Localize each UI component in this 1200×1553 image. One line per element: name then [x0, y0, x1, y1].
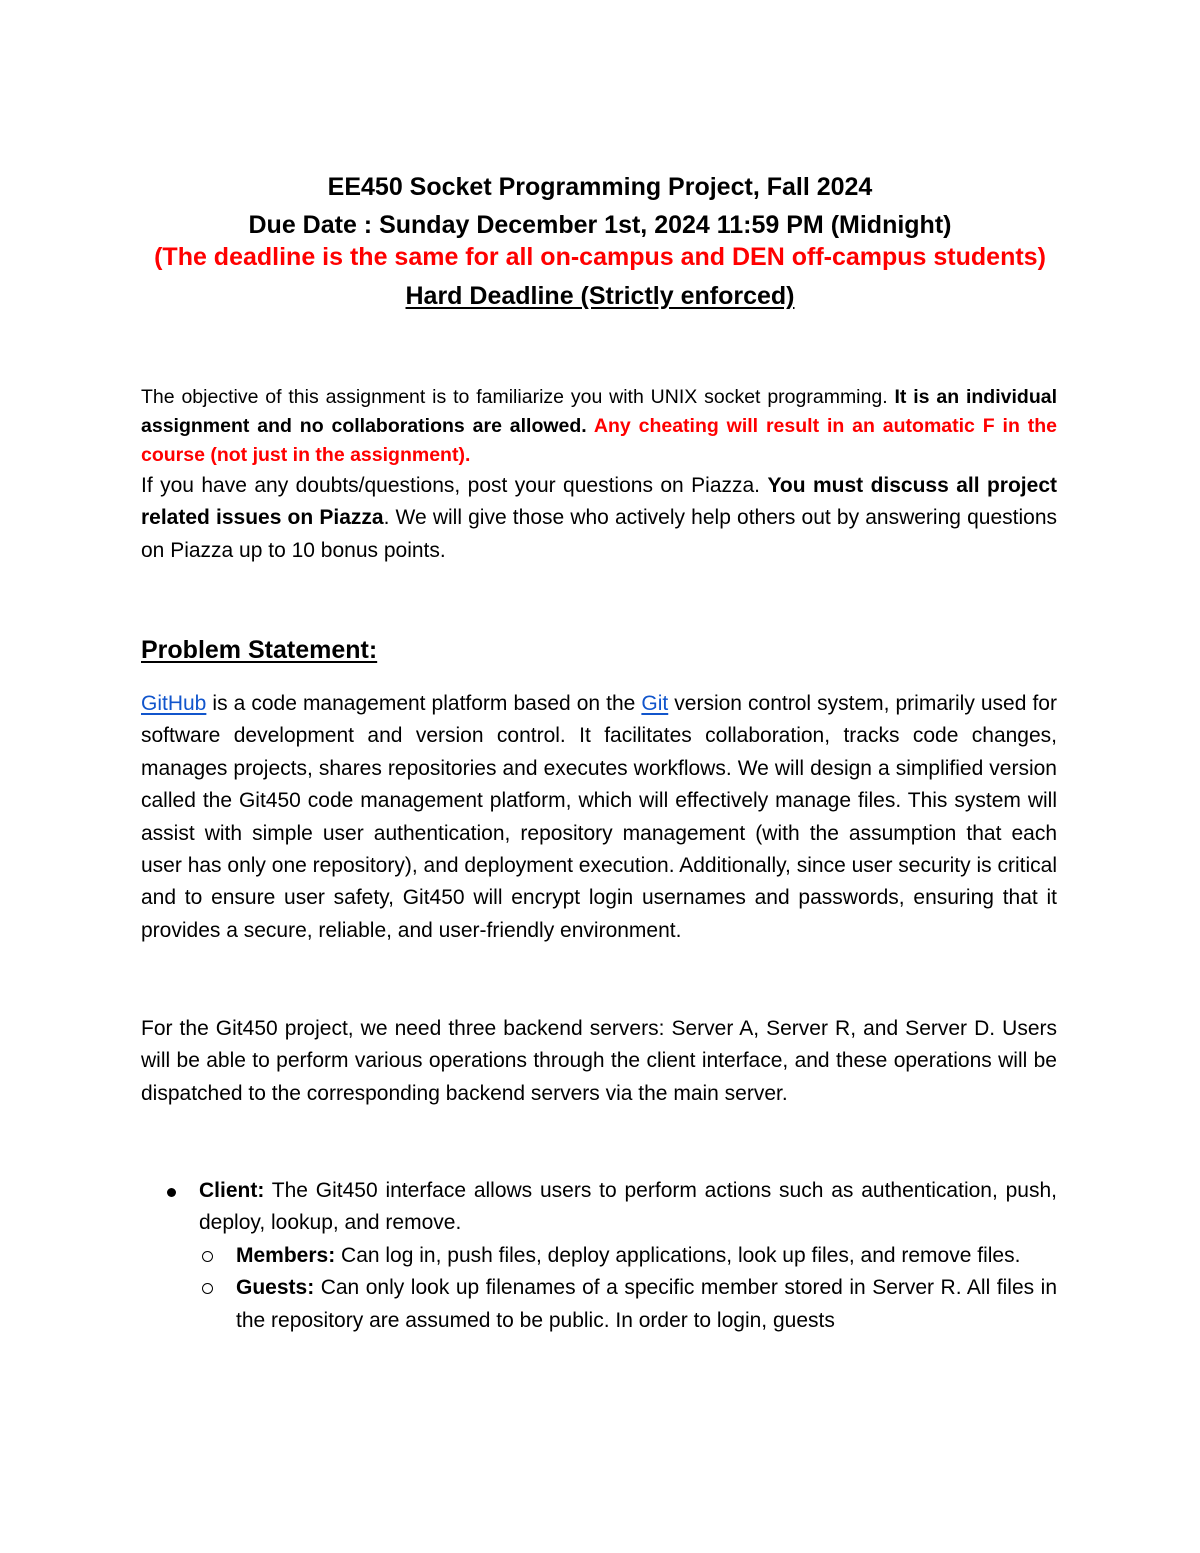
- git-link[interactable]: Git: [641, 692, 669, 715]
- guests-text: Can only look up filenames of a specific member stored in Server R. All files in the repository are assumed to be public. In order to login, guests: [236, 1276, 1057, 1332]
- document-title: EE450 Socket Programming Project, Fall 2024: [327, 173, 873, 201]
- guests-label: Guests:: [236, 1276, 315, 1300]
- problem-statement-heading: Problem Statement:: [141, 636, 378, 664]
- members-text: Can log in, push files, deploy applications, look up files, and remove files.: [335, 1243, 1021, 1267]
- intro-piazza-text: [141, 470, 1057, 567]
- hard-deadline: Hard Deadline (Strictly enforced): [405, 282, 795, 310]
- bullet-dot-icon: [167, 1188, 176, 1197]
- intro-objective: The objective of this assignment is to familiarize you with UNIX socket programming.: [141, 386, 895, 408]
- sub-bullet-item-members: [141, 1240, 1057, 1272]
- intro-must-discuss: You must discuss all project related issues on Piazza: [141, 474, 1057, 530]
- problem-p1-part2: version control system, primarily used for software development and version control. It facilitates collaboration, tracks code changes, manages projects, shares repositories and executes workflows. We will design a simplified version called the Git450 code management platform, which will effectively manage files. This system will assist with simple user authentication, repository management (with the assumption that each user has only one repository), and deployment execution. Additionally, since user security is critical and to ensure user safety, Git450 will encrypt login usernames and passwords, ensuring that it provides a secure, reliable, and user-friendly environment.: [141, 692, 1057, 942]
- intro-paragraph: [141, 383, 1057, 567]
- problem-p1-part1: is a code management platform based on the: [206, 692, 642, 715]
- intro-individual-assignment: It is an individual assignment and no collaborations are allowed.: [141, 386, 1057, 437]
- intro-policy-text: [141, 383, 1057, 470]
- problem-paragraph-1: [141, 688, 1057, 947]
- hollow-circle-icon: [202, 1251, 213, 1262]
- intro-bonus: . We will give those who actively help others out by answering questions on Piazza up to 10 bonus points.: [141, 506, 1057, 562]
- members-label: Members:: [236, 1243, 336, 1267]
- deadline-note: (The deadline is the same for all on-campus and DEN off-campus students): [154, 243, 1046, 271]
- hollow-circle-icon: [202, 1283, 213, 1294]
- client-text: The Git450 interface allows users to perform actions such as authentication, push, deploy, lookup, and remove.: [199, 1179, 1057, 1235]
- bullet-list: [141, 1175, 1057, 1337]
- intro-doubts: If you have any doubts/questions, post your questions on Piazza.: [141, 474, 768, 497]
- client-label: Client:: [199, 1179, 265, 1202]
- github-link[interactable]: GitHub: [141, 692, 207, 715]
- due-date: Due Date : Sunday December 1st, 2024 11:59 PM (Midnight): [248, 211, 952, 239]
- sub-bullet-item-guests: [141, 1272, 1057, 1337]
- problem-paragraph-2: For the Git450 project, we need three backend servers: Server A, Server R, and Server D. Users will be able to perform various operations through the client interface, and these operations will be dispatched to the corresponding backend servers via the main server.: [141, 1017, 1057, 1105]
- bullet-item-client: [141, 1175, 1057, 1240]
- intro-cheating-warning: Any cheating will result in an automatic F in the course (not just in the assignment).: [141, 415, 1058, 466]
